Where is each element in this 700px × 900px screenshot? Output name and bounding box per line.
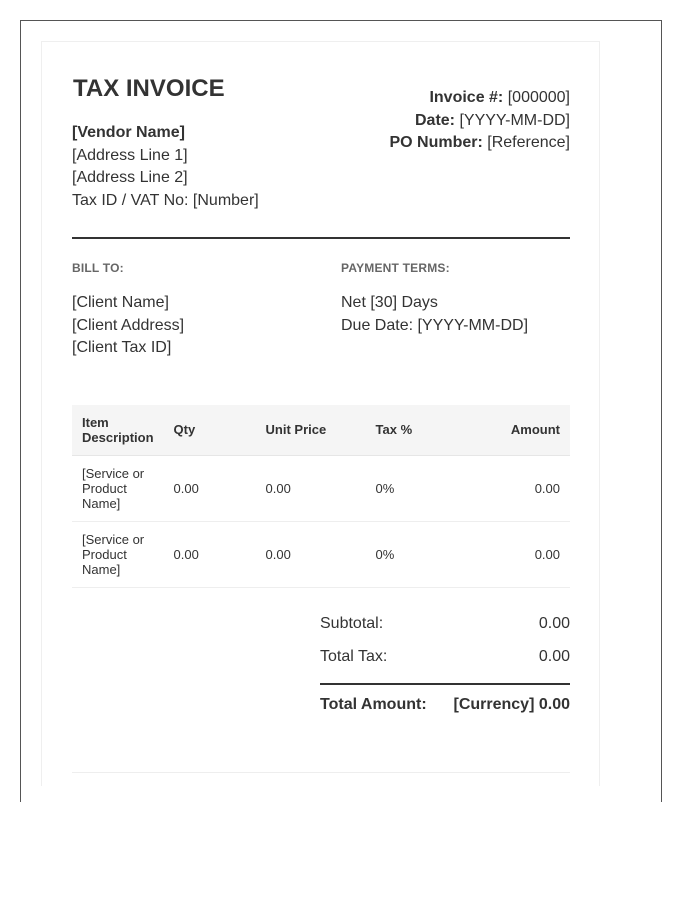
payment-terms-value: Net [30] Days [341, 294, 438, 311]
vendor-address-line-1: [Address Line 1] [72, 146, 188, 164]
bill-to-label: BILL TO: [72, 261, 124, 275]
item-description: [Service or Product Name] [72, 521, 164, 587]
footer-divider [72, 772, 570, 773]
payment-terms-block [341, 292, 528, 337]
total-amount-value: [Currency] 0.00 [453, 696, 570, 713]
item-qty: 0.00 [164, 521, 256, 587]
column-header-description: Item Description [72, 405, 164, 455]
item-description: [Service or Product Name] [72, 455, 164, 521]
total-tax-row [320, 648, 570, 666]
subtotal-value: 0.00 [538, 615, 570, 632]
column-header-amount: Amount [446, 405, 570, 455]
invoice-number-value: [000000] [507, 89, 570, 106]
po-number-row [389, 132, 570, 155]
client-name: [Client Name] [72, 294, 169, 311]
item-amount: 0.00 [446, 521, 570, 587]
item-tax: 0% [366, 521, 446, 587]
invoice-date-label: Date: [415, 111, 456, 129]
po-number-value: [Reference] [487, 134, 570, 151]
subtotal-row [320, 615, 570, 633]
vendor-tax-id: Tax ID / VAT No: [Number] [72, 191, 259, 209]
totals-divider [320, 683, 570, 685]
vendor-name: [Vendor Name] [72, 124, 185, 141]
po-number-label: PO Number: [389, 134, 483, 151]
total-amount-row [320, 696, 570, 714]
header-divider [72, 237, 570, 239]
table-header-row [72, 405, 570, 455]
column-header-unit-price: Unit Price [256, 405, 366, 455]
invoice-paper [41, 41, 600, 786]
invoice-date-value: [YYYY-MM-DD] [459, 111, 570, 129]
column-header-qty: Qty [164, 405, 256, 455]
total-tax-value: 0.00 [538, 648, 570, 665]
invoice-date-row [389, 110, 570, 133]
subtotal-label: Subtotal: [320, 615, 384, 632]
invoice-number-row [389, 87, 570, 110]
item-amount: 0.00 [446, 455, 570, 521]
item-qty: 0.00 [164, 455, 256, 521]
line-items-table [72, 405, 570, 588]
table-row [72, 521, 570, 587]
vendor-address-line-2: [Address Line 2] [72, 169, 188, 186]
client-tax-id: [Client Tax ID] [72, 339, 172, 356]
item-unit-price: 0.00 [256, 521, 366, 587]
bill-to-block [72, 292, 184, 360]
table-row [72, 455, 570, 521]
item-tax: 0% [366, 455, 446, 521]
item-unit-price: 0.00 [256, 455, 366, 521]
total-amount-label: Total Amount: [320, 696, 427, 713]
total-tax-label: Total Tax: [320, 648, 388, 665]
payment-terms-label: PAYMENT TERMS: [341, 261, 450, 275]
client-address: [Client Address] [72, 316, 185, 334]
invoice-title: TAX INVOICE [73, 75, 225, 102]
vendor-block [72, 122, 259, 212]
due-date: Due Date: [YYYY-MM-DD] [341, 316, 529, 334]
invoice-meta [389, 87, 570, 155]
column-header-tax: Tax % [366, 405, 446, 455]
invoice-number-label: Invoice #: [429, 89, 504, 106]
